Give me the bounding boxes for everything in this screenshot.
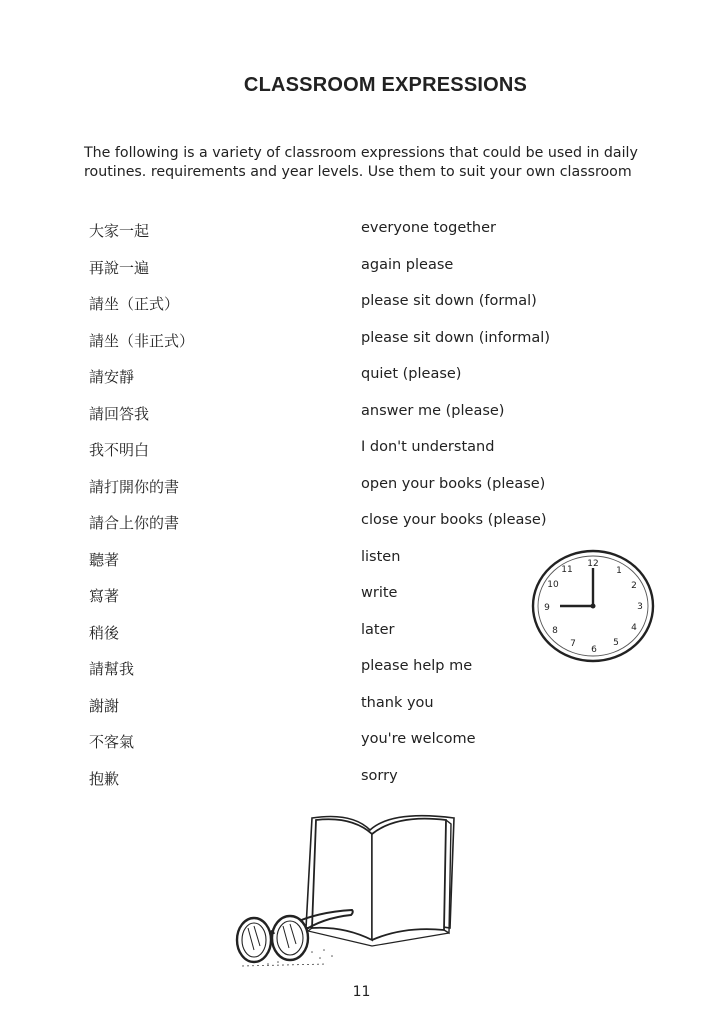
list-item — [0, 293, 723, 321]
english-translation: open your books (please) — [361, 475, 546, 492]
english-translation: please sit down (formal) — [361, 293, 537, 309]
chinese-expression: 請幫我 — [89, 660, 135, 678]
english-translation: write — [361, 585, 398, 601]
chinese-expression: 請打開你的書 — [89, 477, 180, 496]
chinese-expression: 不客氣 — [89, 733, 135, 751]
chinese-expression: 請合上你的書 — [89, 514, 180, 532]
chinese-expression: 聽著 — [89, 550, 120, 569]
chinese-expression: 謝謝 — [89, 696, 120, 715]
clock-numeral: 3 — [637, 602, 643, 612]
english-translation: I don't understand — [361, 439, 495, 455]
clock-numeral: 5 — [613, 638, 619, 648]
chinese-expression: 請回答我 — [89, 404, 150, 423]
english-translation: thank you — [361, 694, 434, 711]
chinese-expression: 抱歉 — [89, 769, 120, 788]
english-translation: sorry — [361, 767, 398, 784]
english-translation: everyone together — [361, 220, 496, 236]
english-translation: you're welcome — [361, 731, 476, 747]
clock-numeral: 7 — [570, 639, 576, 649]
list-item — [0, 512, 723, 540]
english-translation: close your books (please) — [361, 512, 547, 528]
english-translation: please help me — [361, 658, 473, 674]
clock-numeral: 10 — [547, 580, 559, 590]
book-and-glasses-illustration — [232, 800, 462, 975]
list-item — [0, 403, 723, 431]
chinese-expression: 請坐（正式） — [89, 295, 180, 313]
chinese-expression: 我不明白 — [89, 441, 150, 459]
clock-numeral: 2 — [631, 581, 637, 591]
chinese-expression: 寫著 — [89, 587, 120, 605]
list-item — [0, 695, 723, 723]
intro-paragraph: The following is a variety of classroom expressions that could be used in daily routines. requirements and year levels. Use them to suit your own classroom — [84, 145, 638, 180]
english-translation: listen — [361, 548, 401, 565]
chinese-expression: 請坐（非正式） — [89, 331, 195, 350]
clock-numeral: 9 — [544, 603, 550, 613]
clock-illustration — [530, 548, 660, 668]
clock-numeral: 12 — [587, 559, 599, 569]
list-item — [0, 330, 723, 358]
list-item — [0, 220, 723, 248]
page-title: CLASSROOM EXPRESSIONS — [243, 74, 528, 96]
list-item — [0, 768, 723, 796]
english-translation: again please — [361, 256, 454, 273]
list-item — [0, 439, 723, 467]
clock-numeral: 6 — [591, 645, 597, 655]
english-translation: later — [361, 621, 395, 638]
clock-numeral: 1 — [616, 566, 622, 576]
chinese-expression: 大家一起 — [89, 222, 150, 240]
english-translation: answer me (please) — [361, 402, 505, 419]
list-item — [0, 257, 723, 285]
chinese-expression: 稍後 — [89, 623, 120, 642]
list-item — [0, 731, 723, 759]
clock-numeral: 8 — [552, 626, 558, 636]
page-number: 11 — [352, 984, 371, 1000]
chinese-expression: 請安靜 — [89, 368, 135, 386]
clock-numeral: 4 — [631, 623, 637, 633]
list-item — [0, 366, 723, 394]
english-translation: quiet (please) — [361, 366, 462, 382]
chinese-expression: 再說一遍 — [89, 258, 150, 277]
english-translation: please sit down (informal) — [361, 329, 550, 346]
list-item — [0, 476, 723, 504]
clock-numeral: 11 — [561, 565, 573, 575]
